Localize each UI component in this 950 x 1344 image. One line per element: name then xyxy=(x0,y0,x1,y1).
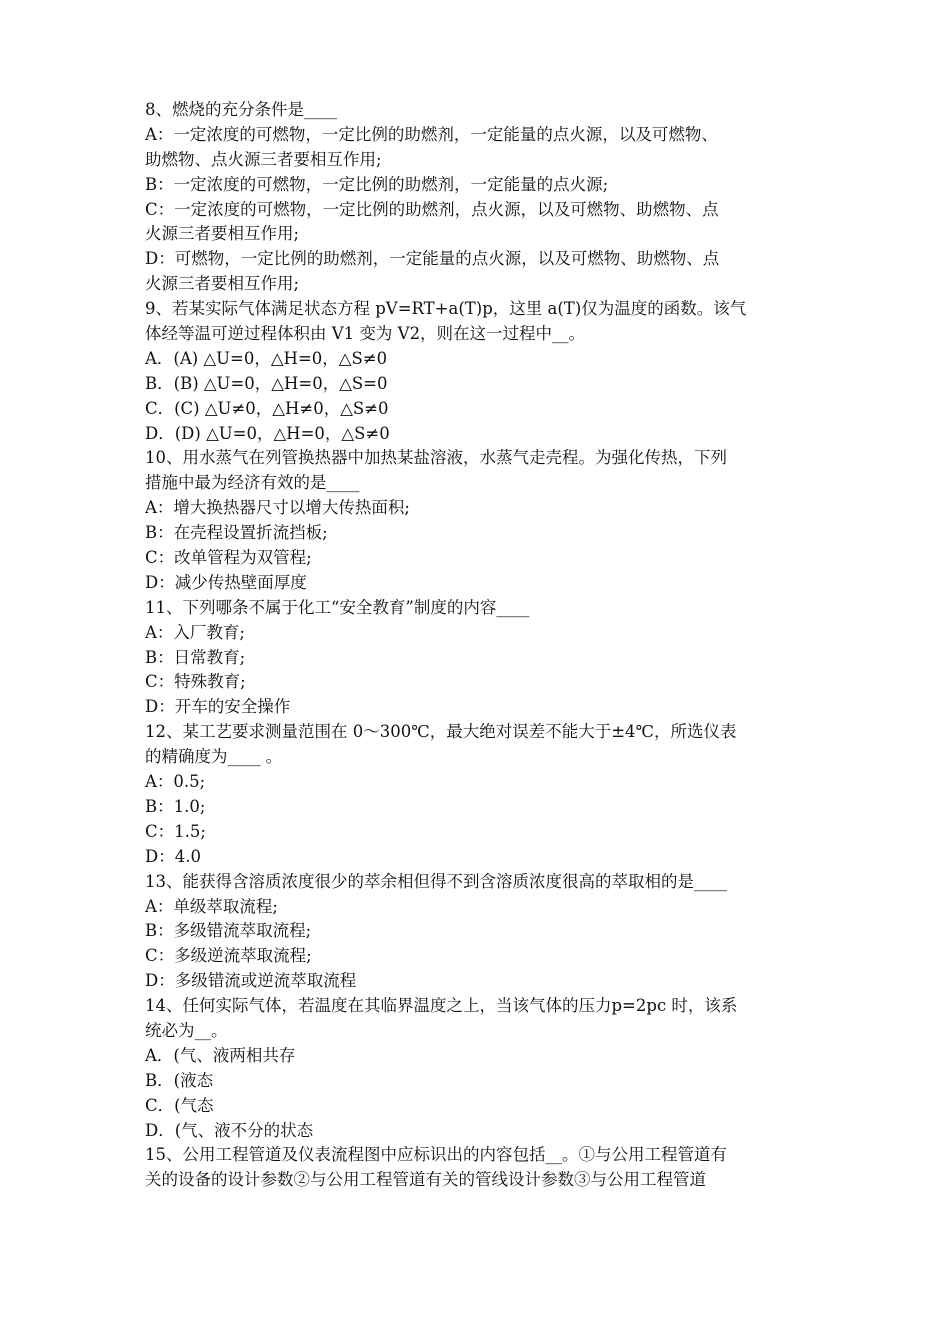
text-line: 火源三者要相互作用; xyxy=(145,224,300,244)
text-line: 助燃物、点火源三者要相互作用; xyxy=(145,149,382,169)
text-line: 统必为__。 xyxy=(145,1020,228,1040)
text-line: A：单级萃取流程; xyxy=(145,896,278,916)
text-line: 14、任何实际气体，若温度在其临界温度之上，当该气体的压力p=2pc 时，该系 xyxy=(145,996,738,1016)
text-line: D：开车的安全操作 xyxy=(145,697,291,717)
text-line: C：改单管程为双管程; xyxy=(145,548,312,568)
text-line: B：多级错流萃取流程; xyxy=(145,921,312,941)
text-line: 关的设备的设计参数②与公用工程管道有关的管线设计参数③与公用工程管道 xyxy=(145,1170,706,1190)
text-line: C．(气态 xyxy=(145,1095,214,1115)
text-line: 11、下列哪条不属于化工“安全教育”制度的内容____ xyxy=(145,597,530,617)
text-line: C：特殊教育; xyxy=(145,672,246,692)
text-line: D．(气、液不分的状态 xyxy=(145,1120,314,1140)
text-line: 体经等温可逆过程体积由 V1 变为 V2，则在这一过程中__。 xyxy=(145,324,586,344)
text-line: C：多级逆流萃取流程; xyxy=(145,946,312,966)
text-line: C：1.5; xyxy=(145,821,206,841)
text-line: A：0.5; xyxy=(145,772,206,792)
text-line: A：增大换热器尺寸以增大传热面积; xyxy=(145,498,410,518)
text-line: 15、公用工程管道及仪表流程图中应标识出的内容包括__。①与公用工程管道有 xyxy=(145,1145,727,1165)
document-body xyxy=(145,98,817,1193)
text-line: C．(C) △U≠0，△H≠0，△S≠0 xyxy=(145,398,389,418)
text-line: 12、某工艺要求测量范围在 0～300℃，最大绝对误差不能大于±4℃，所选仪表 xyxy=(145,722,737,742)
text-line: D：可燃物，一定比例的助燃剂，一定能量的点火源，以及可燃物、助燃物、点 xyxy=(145,249,720,269)
text-line: D：多级错流或逆流萃取流程 xyxy=(145,971,357,991)
text-line: 措施中最为经济有效的是____ xyxy=(145,473,360,493)
text-line: D：减少传热壁面厚度 xyxy=(145,572,307,592)
text-line: B．(B) △U=0，△H=0，△S=0 xyxy=(145,373,388,393)
text-line: B：1.0; xyxy=(145,796,206,816)
text-line: A：入厂教育; xyxy=(145,622,245,642)
text-line: B：一定浓度的可燃物，一定比例的助燃剂，一定能量的点火源; xyxy=(145,174,609,194)
text-line: B：日常教育; xyxy=(145,647,246,667)
text-line: D：4.0 xyxy=(145,846,201,866)
text-line: 火源三者要相互作用; xyxy=(145,274,300,294)
text-line: D．(D) △U=0，△H=0，△S≠0 xyxy=(145,423,390,443)
text-line: 13、能获得含溶质浓度很少的萃余相但得不到含溶质浓度很高的萃取相的是____ xyxy=(145,871,727,891)
text-line: 9、若某实际气体满足状态方程 pV=RT+a(T)p，这里 a(T)仅为温度的函数。该气 xyxy=(145,299,747,319)
text-line: B．(液态 xyxy=(145,1070,214,1090)
text-line: 的精确度为____ 。 xyxy=(145,747,283,767)
text-line: 10、用水蒸气在列管换热器中加热某盐溶液，水蒸气走壳程。为强化传热，下列 xyxy=(145,448,727,468)
text-line: C：一定浓度的可燃物，一定比例的助燃剂，点火源，以及可燃物、助燃物、点 xyxy=(145,199,719,219)
text-line: A．(A) △U=0，△H=0，△S≠0 xyxy=(145,348,388,368)
text-line: A．(气、液两相共存 xyxy=(145,1045,296,1065)
text-line: 8、燃烧的充分条件是____ xyxy=(145,100,337,119)
text-line: A：一定浓度的可燃物，一定比例的助燃剂，一定能量的点火源，以及可燃物、 xyxy=(145,124,718,144)
text-line: B：在壳程设置折流挡板; xyxy=(145,523,328,543)
